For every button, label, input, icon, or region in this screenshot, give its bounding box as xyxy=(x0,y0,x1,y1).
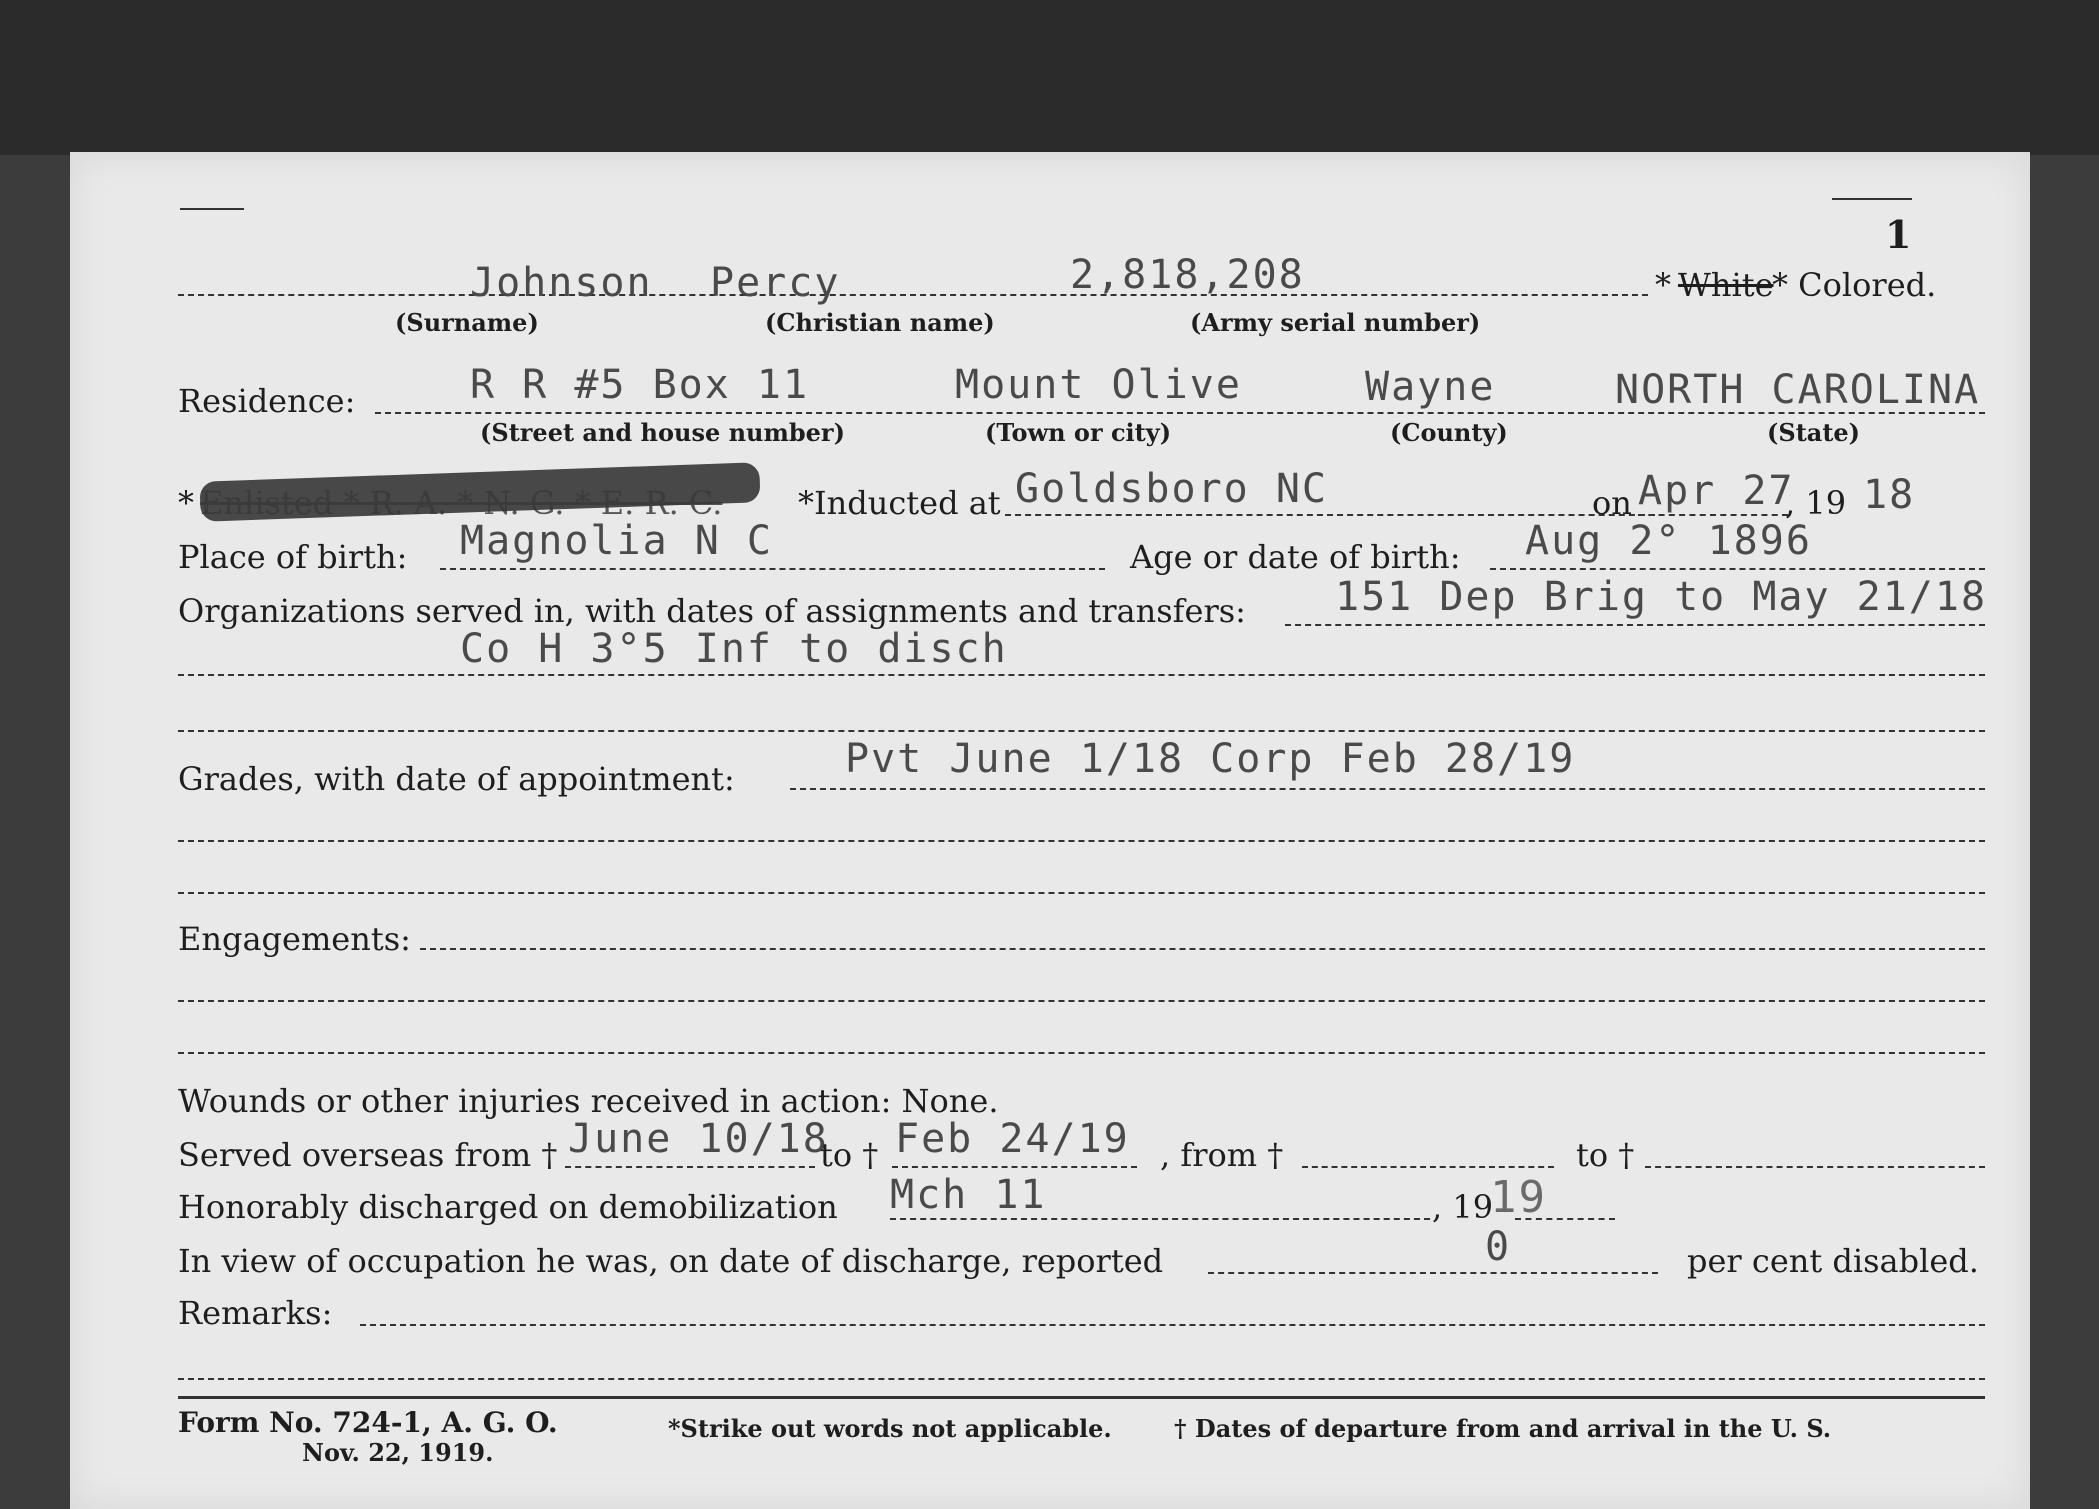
footer-rule xyxy=(178,1396,1985,1399)
overseas-label: Served overseas from † xyxy=(178,1136,558,1174)
remarks-line-1 xyxy=(360,1324,1985,1326)
discharge-label: Honorably discharged on demobilization xyxy=(178,1188,838,1226)
inducted-year-prefix: , 19 xyxy=(1785,484,1847,522)
organizations-label: Organizations served in, with dates of assignments and transfers: xyxy=(178,592,1246,630)
inducted-year: 18 xyxy=(1863,472,1916,518)
caption-surname: (Surname) xyxy=(395,308,539,337)
background-top xyxy=(0,0,2099,155)
disability-value: 0 xyxy=(1485,1224,1512,1270)
name-line xyxy=(178,294,1648,296)
residence-town: Mount Olive xyxy=(955,362,1242,408)
form-date: Nov. 22, 1919. xyxy=(302,1438,494,1467)
race-white-struck: White xyxy=(1678,266,1774,304)
caption-serial: (Army serial number) xyxy=(1190,308,1481,337)
remarks-label: Remarks: xyxy=(178,1294,333,1332)
inducted-line xyxy=(1005,514,1655,516)
birth-date: Aug 2° 1896 xyxy=(1525,518,1812,564)
engagements-line-3 xyxy=(178,1052,1985,1054)
birth-date-line xyxy=(1490,568,1985,570)
footnote-strike: *Strike out words not applicable. xyxy=(668,1414,1112,1443)
grades-line-3 xyxy=(178,892,1985,894)
organizations-line-3 xyxy=(178,730,1985,732)
overseas-to-line xyxy=(892,1166,1137,1168)
birth-place: Magnolia N C xyxy=(460,518,773,564)
inducted-place: Goldsboro NC xyxy=(1015,466,1328,512)
caption-county: (County) xyxy=(1390,418,1508,447)
engagements-line-2 xyxy=(178,1000,1985,1002)
enlist-star: * xyxy=(178,484,194,522)
form-number: Form No. 724-1, A. G. O. xyxy=(178,1406,558,1439)
inducted-date: Apr 27 xyxy=(1638,468,1795,514)
discharge-year: 19 xyxy=(1490,1172,1547,1223)
age-label: Age or date of birth: xyxy=(1130,538,1461,576)
birth-place-label: Place of birth: xyxy=(178,538,408,576)
residence-county: Wayne xyxy=(1365,364,1496,410)
overseas-from-line xyxy=(565,1166,815,1168)
caption-town: (Town or city) xyxy=(985,418,1172,447)
engagements-line-1 xyxy=(420,948,1985,950)
race-star: * xyxy=(1655,266,1671,304)
disability-line xyxy=(1208,1272,1658,1274)
disability-label: In view of occupation he was, on date of discharge, reported xyxy=(178,1242,1164,1280)
race-colored: * Colored. xyxy=(1772,266,1937,304)
overseas-to-label: to † xyxy=(820,1136,879,1174)
birth-place-line xyxy=(440,568,1105,570)
corner-rule-right xyxy=(1832,198,1912,200)
overseas-to2-line xyxy=(1645,1166,1985,1168)
discharge-date: Mch 11 xyxy=(890,1172,1047,1218)
service-record-card xyxy=(70,152,2030,1509)
organizations-line-2 xyxy=(178,674,1985,676)
wounds-label: Wounds or other injuries received in action: None. xyxy=(178,1082,999,1120)
inducted-date-line xyxy=(1638,514,1788,516)
card-number: 1 xyxy=(1885,212,1912,257)
serial-value: 2,818,208 xyxy=(1070,252,1305,298)
corner-rule-left xyxy=(180,208,244,210)
residence-street: R R #5 Box 11 xyxy=(470,362,810,408)
discharge-year-label: , 19 xyxy=(1432,1188,1494,1226)
caption-street: (Street and house number) xyxy=(480,418,845,447)
caption-christian-name: (Christian name) xyxy=(765,308,995,337)
caption-state: (State) xyxy=(1767,418,1861,447)
remarks-line-2 xyxy=(178,1378,1985,1380)
organizations-value-1: 151 Dep Brig to May 21/18 xyxy=(1335,574,1988,620)
on-label: on xyxy=(1592,484,1632,522)
residence-label: Residence: xyxy=(178,382,356,420)
overseas-from: June 10/18 xyxy=(568,1116,829,1162)
overseas-to: Feb 24/19 xyxy=(895,1116,1130,1162)
grades-value: Pvt June 1/18 Corp Feb 28/19 xyxy=(845,736,1576,782)
overseas-to2-label: to † xyxy=(1576,1136,1635,1174)
grades-line-1 xyxy=(790,788,1985,790)
christian-name-value: Percy xyxy=(710,260,841,306)
grades-label: Grades, with date of appointment: xyxy=(178,760,735,798)
overseas-from2-line xyxy=(1302,1166,1554,1168)
overseas-from2-label: , from † xyxy=(1160,1136,1284,1174)
inducted-label: *Inducted at xyxy=(798,484,1001,522)
footnote-dates: † Dates of departure from and arrival in the U. S. xyxy=(1174,1414,1832,1443)
disability-suffix: per cent disabled. xyxy=(1687,1242,1979,1280)
organizations-value-2: Co H 3°5 Inf to disch xyxy=(460,626,1008,672)
engagements-label: Engagements: xyxy=(178,920,411,958)
residence-state: NORTH CAROLINA xyxy=(1615,367,1981,413)
organizations-line-1 xyxy=(1285,624,1985,626)
discharge-date-line xyxy=(890,1218,1430,1220)
grades-line-2 xyxy=(178,840,1985,842)
surname-value: Johnson xyxy=(470,260,653,306)
